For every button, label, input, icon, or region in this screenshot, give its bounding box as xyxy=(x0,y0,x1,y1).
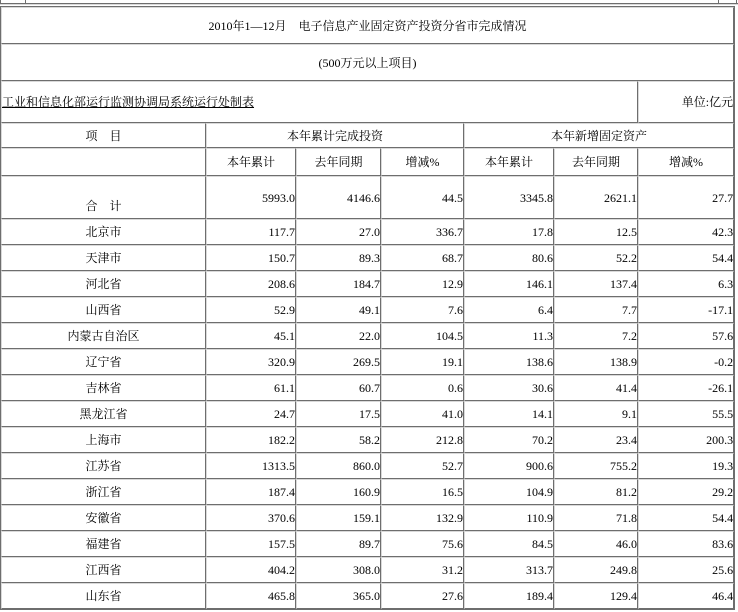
sub-header-prior-2: 去年同期 xyxy=(554,148,638,176)
value-cell: 129.4 xyxy=(554,583,638,609)
value-cell: 19.3 xyxy=(638,453,734,479)
value-cell: 5993.0 xyxy=(206,176,296,219)
province-row xyxy=(1,479,734,505)
value-cell: 58.2 xyxy=(296,427,381,453)
blank-header-cell xyxy=(1,148,206,176)
value-cell: 187.4 xyxy=(206,479,296,505)
value-cell: 49.1 xyxy=(296,297,381,323)
value-cell: 2621.1 xyxy=(554,176,638,219)
value-cell: 54.4 xyxy=(638,505,734,531)
group-header-row xyxy=(1,123,734,148)
value-cell: 137.4 xyxy=(554,271,638,297)
value-cell: 27.6 xyxy=(381,583,464,609)
value-cell: 9.1 xyxy=(554,401,638,427)
maker-row xyxy=(1,81,734,123)
value-cell: 184.7 xyxy=(296,271,381,297)
value-cell: 860.0 xyxy=(296,453,381,479)
sub-header-change-1: 增减% xyxy=(381,148,464,176)
value-cell: 52.2 xyxy=(554,245,638,271)
value-cell: 212.8 xyxy=(381,427,464,453)
value-cell: 146.1 xyxy=(464,271,554,297)
value-cell: 29.2 xyxy=(638,479,734,505)
value-cell: 208.6 xyxy=(206,271,296,297)
sub-header-ytd-1: 本年累计 xyxy=(206,148,296,176)
value-cell: 81.2 xyxy=(554,479,638,505)
value-cell: -17.1 xyxy=(638,297,734,323)
value-cell: 465.8 xyxy=(206,583,296,609)
table-body xyxy=(1,7,734,609)
value-cell: 104.9 xyxy=(464,479,554,505)
province-name: 河北省 xyxy=(1,271,206,297)
value-cell: 313.7 xyxy=(464,557,554,583)
province-name: 山东省 xyxy=(1,583,206,609)
maker-text: 工业和信息化部运行监测协调局系统运行处制表 xyxy=(2,95,255,109)
value-cell: 7.2 xyxy=(554,323,638,349)
value-cell: 71.8 xyxy=(554,505,638,531)
province-row xyxy=(1,505,734,531)
province-name: 山西省 xyxy=(1,297,206,323)
value-cell: 89.3 xyxy=(296,245,381,271)
value-cell: 138.9 xyxy=(554,349,638,375)
cutoff-row-sliver xyxy=(0,0,738,6)
value-cell: 160.9 xyxy=(296,479,381,505)
value-cell: 19.1 xyxy=(381,349,464,375)
value-cell: 23.4 xyxy=(554,427,638,453)
sub-header-change-2: 增减% xyxy=(638,148,734,176)
province-row xyxy=(1,297,734,323)
maker-cell xyxy=(1,81,638,123)
value-cell: 25.6 xyxy=(638,557,734,583)
province-row xyxy=(1,557,734,583)
province-row xyxy=(1,271,734,297)
value-cell: 60.7 xyxy=(296,375,381,401)
value-cell: 46.0 xyxy=(554,531,638,557)
sliver-bottom-border xyxy=(0,3,738,5)
province-row xyxy=(1,245,734,271)
value-cell: 44.5 xyxy=(381,176,464,219)
value-cell: -0.2 xyxy=(638,349,734,375)
value-cell: 4146.6 xyxy=(296,176,381,219)
total-label: 合 计 xyxy=(1,176,206,219)
province-name: 安徽省 xyxy=(1,505,206,531)
value-cell: 138.6 xyxy=(464,349,554,375)
value-cell: 365.0 xyxy=(296,583,381,609)
value-cell: 52.7 xyxy=(381,453,464,479)
value-cell: 31.2 xyxy=(381,557,464,583)
value-cell: 157.5 xyxy=(206,531,296,557)
group-header-completed-investment: 本年累计完成投资 xyxy=(206,123,464,148)
value-cell: 12.9 xyxy=(381,271,464,297)
value-cell: 45.1 xyxy=(206,323,296,349)
province-name: 北京市 xyxy=(1,219,206,245)
value-cell: 159.1 xyxy=(296,505,381,531)
value-cell: 900.6 xyxy=(464,453,554,479)
value-cell: 89.7 xyxy=(296,531,381,557)
province-row xyxy=(1,401,734,427)
value-cell: 7.6 xyxy=(381,297,464,323)
province-row xyxy=(1,531,734,557)
unit-label: 单位:亿元 xyxy=(638,81,734,123)
value-cell: 80.6 xyxy=(464,245,554,271)
value-cell: 6.4 xyxy=(464,297,554,323)
province-row xyxy=(1,453,734,479)
province-row xyxy=(1,323,734,349)
value-cell: -26.1 xyxy=(638,375,734,401)
province-name: 福建省 xyxy=(1,531,206,557)
report-title: 2010年1—12月 电子信息产业固定资产投资分省市完成情况 xyxy=(1,7,734,44)
value-cell: 27.0 xyxy=(296,219,381,245)
value-cell: 14.1 xyxy=(464,401,554,427)
value-cell: 336.7 xyxy=(381,219,464,245)
value-cell: 30.6 xyxy=(464,375,554,401)
province-row xyxy=(1,427,734,453)
value-cell: 189.4 xyxy=(464,583,554,609)
province-row xyxy=(1,219,734,245)
value-cell: 269.5 xyxy=(296,349,381,375)
value-cell: 117.7 xyxy=(206,219,296,245)
value-cell: 42.3 xyxy=(638,219,734,245)
item-column-header: 项 目 xyxy=(1,123,206,148)
investment-report-table xyxy=(0,6,735,610)
value-cell: 41.4 xyxy=(554,375,638,401)
value-cell: 68.7 xyxy=(381,245,464,271)
province-name: 浙江省 xyxy=(1,479,206,505)
province-row xyxy=(1,349,734,375)
value-cell: 16.5 xyxy=(381,479,464,505)
province-name: 江西省 xyxy=(1,557,206,583)
province-row xyxy=(1,583,734,609)
value-cell: 70.2 xyxy=(464,427,554,453)
value-cell: 0.6 xyxy=(381,375,464,401)
value-cell: 320.9 xyxy=(206,349,296,375)
value-cell: 57.6 xyxy=(638,323,734,349)
value-cell: 132.9 xyxy=(381,505,464,531)
sub-header-prior-1: 去年同期 xyxy=(296,148,381,176)
value-cell: 11.3 xyxy=(464,323,554,349)
sub-header-ytd-2: 本年累计 xyxy=(464,148,554,176)
value-cell: 54.4 xyxy=(638,245,734,271)
province-name: 吉林省 xyxy=(1,375,206,401)
province-name: 内蒙古自治区 xyxy=(1,323,206,349)
value-cell: 12.5 xyxy=(554,219,638,245)
province-name: 江苏省 xyxy=(1,453,206,479)
value-cell: 370.6 xyxy=(206,505,296,531)
total-row xyxy=(1,176,734,219)
report-subtitle: (500万元以上项目) xyxy=(1,44,734,81)
value-cell: 83.6 xyxy=(638,531,734,557)
value-cell: 182.2 xyxy=(206,427,296,453)
value-cell: 46.4 xyxy=(638,583,734,609)
province-name: 黑龙江省 xyxy=(1,401,206,427)
value-cell: 61.1 xyxy=(206,375,296,401)
subtitle-row xyxy=(1,44,734,81)
province-name: 辽宁省 xyxy=(1,349,206,375)
title-row xyxy=(1,7,734,44)
group-header-new-fixed-assets: 本年新增固定资产 xyxy=(464,123,734,148)
value-cell: 6.3 xyxy=(638,271,734,297)
value-cell: 24.7 xyxy=(206,401,296,427)
value-cell: 249.8 xyxy=(554,557,638,583)
province-name: 天津市 xyxy=(1,245,206,271)
sub-header-row xyxy=(1,148,734,176)
value-cell: 41.0 xyxy=(381,401,464,427)
value-cell: 150.7 xyxy=(206,245,296,271)
value-cell: 104.5 xyxy=(381,323,464,349)
value-cell: 7.7 xyxy=(554,297,638,323)
value-cell: 3345.8 xyxy=(464,176,554,219)
value-cell: 84.5 xyxy=(464,531,554,557)
value-cell: 75.6 xyxy=(381,531,464,557)
value-cell: 200.3 xyxy=(638,427,734,453)
value-cell: 52.9 xyxy=(206,297,296,323)
value-cell: 17.8 xyxy=(464,219,554,245)
value-cell: 27.7 xyxy=(638,176,734,219)
value-cell: 1313.5 xyxy=(206,453,296,479)
value-cell: 17.5 xyxy=(296,401,381,427)
value-cell: 308.0 xyxy=(296,557,381,583)
value-cell: 22.0 xyxy=(296,323,381,349)
province-row xyxy=(1,375,734,401)
value-cell: 404.2 xyxy=(206,557,296,583)
value-cell: 755.2 xyxy=(554,453,638,479)
value-cell: 55.5 xyxy=(638,401,734,427)
province-name: 上海市 xyxy=(1,427,206,453)
value-cell: 110.9 xyxy=(464,505,554,531)
